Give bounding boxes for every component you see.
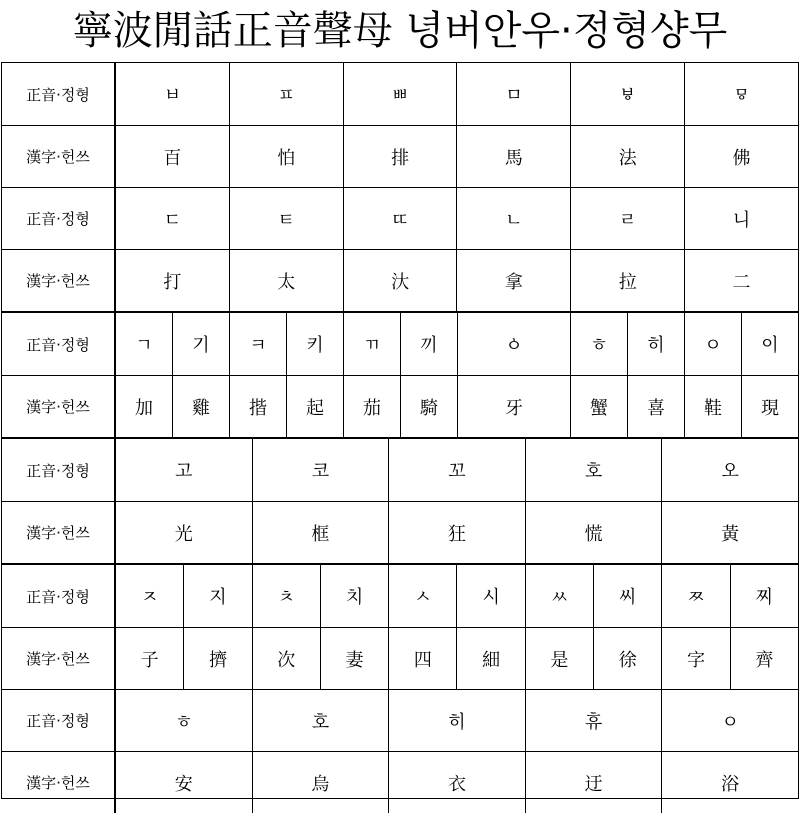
hanzi-cell: 法 bbox=[570, 126, 684, 187]
table-block bbox=[2, 437, 798, 563]
hanzi-cell: 蟹 bbox=[570, 376, 627, 437]
hanzi-cell: 是 bbox=[525, 628, 593, 689]
table-row bbox=[116, 249, 798, 311]
table-row bbox=[116, 565, 798, 627]
jamo-cell: 코 bbox=[252, 439, 389, 501]
hanzi-cell: 茄 bbox=[343, 376, 400, 437]
jamo-cell: ㄱ bbox=[135, 335, 153, 356]
row-labels bbox=[2, 439, 116, 563]
jamo-cell: ㅇ bbox=[684, 313, 741, 375]
hanzi-cell: 烏 bbox=[252, 752, 389, 813]
jamo-cell: ㅎ bbox=[570, 313, 627, 375]
hanzi-cell: 擠 bbox=[183, 628, 251, 689]
row-label-jeonghyeong: 正音·정형 bbox=[26, 335, 90, 354]
hanzi-cell: 太 bbox=[229, 250, 343, 311]
hanzi-cell: 汏 bbox=[343, 250, 457, 311]
block-body bbox=[116, 63, 798, 311]
jamo-cell: 치 bbox=[320, 565, 388, 627]
hanzi-cell: 四 bbox=[388, 628, 456, 689]
row-label-jeonghyeong: 正音·정형 bbox=[26, 85, 90, 104]
jamo-cell: ㅋ bbox=[229, 313, 286, 375]
hanzi-cell: 鞋 bbox=[684, 376, 741, 437]
jamo-cell: ㅆ bbox=[525, 565, 593, 627]
hanzi-cell: 牙 bbox=[457, 376, 570, 437]
hanzi-cell: 黃 bbox=[661, 502, 798, 563]
table-row bbox=[116, 63, 798, 125]
row-labels bbox=[2, 565, 116, 813]
row-label-jeonghyeong: 正音·정형 bbox=[2, 689, 114, 751]
row-label-heonsseu: 漢字·헌쓰 bbox=[2, 751, 114, 813]
jamo-cell: ㄴ bbox=[456, 188, 570, 249]
hanzi-cell: 狂 bbox=[388, 502, 525, 563]
jamo-cell: 이 bbox=[741, 313, 798, 375]
row-label-jeonghyeong: 正音·정형 bbox=[26, 587, 90, 606]
hanzi-cell: 字 bbox=[661, 628, 729, 689]
hanzi-cell: 細 bbox=[456, 628, 524, 689]
jamo-cell: ㅉ bbox=[661, 565, 729, 627]
jamo-cell: ㄸ bbox=[343, 188, 457, 249]
row-labels bbox=[2, 313, 116, 437]
jamo-cell: ㅈ bbox=[140, 587, 159, 608]
hanzi-cell: 雞 bbox=[172, 376, 229, 437]
jamo-cell: 지 bbox=[183, 565, 251, 627]
jamo-cell: 시 bbox=[456, 565, 524, 627]
table-row bbox=[116, 751, 798, 813]
table-row bbox=[116, 125, 798, 187]
table-row bbox=[116, 313, 798, 375]
hanzi-cell: 子 bbox=[140, 649, 159, 671]
table-row bbox=[116, 439, 798, 501]
jamo-cell: 고 bbox=[175, 461, 193, 482]
jamo-cell: 키 bbox=[286, 313, 343, 375]
hanzi-cell: 二 bbox=[684, 250, 798, 311]
jamo-cell: 호 bbox=[525, 439, 662, 501]
jamo-cell: ㅅ bbox=[388, 565, 456, 627]
hanzi-cell: 打 bbox=[163, 271, 182, 293]
jamo-cell: 니 bbox=[684, 188, 798, 249]
jamo-cell: 기 bbox=[172, 313, 229, 375]
jamo-cell: 히 bbox=[388, 690, 525, 751]
table-row bbox=[116, 689, 798, 751]
jamo-cell: ㅂ bbox=[163, 85, 182, 106]
jamo-cell: ㅃ bbox=[343, 63, 457, 125]
jamo-cell: ㄷ bbox=[163, 209, 182, 231]
table-block bbox=[2, 311, 798, 437]
row-label-heonsseu: 漢字·헌쓰 bbox=[2, 501, 114, 563]
jamo-cell: 오 bbox=[661, 439, 798, 501]
jamo-cell: ㅌ bbox=[229, 188, 343, 249]
hanzi-cell: 百 bbox=[163, 147, 182, 169]
hanzi-cell: 慌 bbox=[525, 502, 662, 563]
jamo-cell: 히 bbox=[627, 313, 684, 375]
hanzi-cell: 衣 bbox=[388, 752, 525, 813]
hanzi-cell: 拉 bbox=[570, 250, 684, 311]
jamo-cell: ㅎ bbox=[175, 711, 193, 733]
jamo-cell: ㅍ bbox=[229, 63, 343, 125]
hanzi-cell: 框 bbox=[252, 502, 389, 563]
table-row bbox=[116, 501, 798, 563]
block-body bbox=[116, 565, 798, 813]
hanzi-cell: 馬 bbox=[456, 126, 570, 187]
block-body bbox=[116, 313, 798, 437]
table-row bbox=[116, 627, 798, 689]
hanzi-cell: 妻 bbox=[320, 628, 388, 689]
table-block bbox=[2, 563, 798, 813]
hanzi-cell: 徐 bbox=[593, 628, 661, 689]
jamo-cell: 호 bbox=[252, 690, 389, 751]
hanzi-cell: 排 bbox=[343, 126, 457, 187]
row-label-jeonghyeong: 正音·정형 bbox=[2, 187, 114, 249]
initials-table bbox=[1, 62, 799, 799]
table-block bbox=[2, 63, 798, 311]
hanzi-cell: 騎 bbox=[400, 376, 457, 437]
hanzi-cell: 加 bbox=[135, 397, 153, 419]
row-labels bbox=[2, 63, 116, 311]
row-label-jeonghyeong: 正音·정형 bbox=[26, 461, 90, 480]
hanzi-cell: 浴 bbox=[661, 752, 798, 813]
row-label-heonsseu: 漢字·헌쓰 bbox=[2, 125, 114, 187]
hanzi-cell: 迂 bbox=[525, 752, 662, 813]
hanzi-cell: 安 bbox=[174, 773, 193, 795]
row-label-heonsseu: 漢字·헌쓰 bbox=[2, 249, 114, 311]
jamo-cell: ㆁ bbox=[457, 313, 570, 375]
block-body bbox=[116, 439, 798, 563]
hanzi-cell: 齊 bbox=[730, 628, 798, 689]
jamo-cell: ㄹ bbox=[570, 188, 684, 249]
hanzi-cell: 現 bbox=[741, 376, 798, 437]
jamo-cell: 찌 bbox=[730, 565, 798, 627]
hanzi-cell: 起 bbox=[286, 376, 343, 437]
jamo-cell: ㅇ bbox=[661, 690, 798, 751]
hanzi-cell: 佛 bbox=[684, 126, 798, 187]
jamo-cell: 꼬 bbox=[388, 439, 525, 501]
jamo-cell: ㅸ bbox=[570, 63, 684, 125]
jamo-cell: 씨 bbox=[593, 565, 661, 627]
hanzi-cell: 光 bbox=[174, 523, 193, 545]
table-row bbox=[116, 375, 798, 437]
hanzi-cell: 喜 bbox=[627, 376, 684, 437]
row-label-heonsseu: 漢字·헌쓰 bbox=[2, 375, 114, 437]
hanzi-cell: 拿 bbox=[456, 250, 570, 311]
jamo-cell: ㄲ bbox=[343, 313, 400, 375]
row-label-heonsseu: 漢字·헌쓰 bbox=[2, 627, 114, 689]
page-title: 寧波閒話正音聲母 녕버안우·정형샹무 bbox=[72, 8, 728, 54]
hanzi-cell: 怕 bbox=[229, 126, 343, 187]
jamo-cell: ㅁ bbox=[456, 63, 570, 125]
jamo-cell: ㅊ bbox=[252, 565, 320, 627]
hanzi-cell: 次 bbox=[252, 628, 320, 689]
hanzi-cell: 揩 bbox=[229, 376, 286, 437]
table-row bbox=[116, 187, 798, 249]
jamo-cell: ㅱ bbox=[684, 63, 798, 125]
jamo-cell: 휴 bbox=[525, 690, 662, 751]
jamo-cell: 끼 bbox=[400, 313, 457, 375]
